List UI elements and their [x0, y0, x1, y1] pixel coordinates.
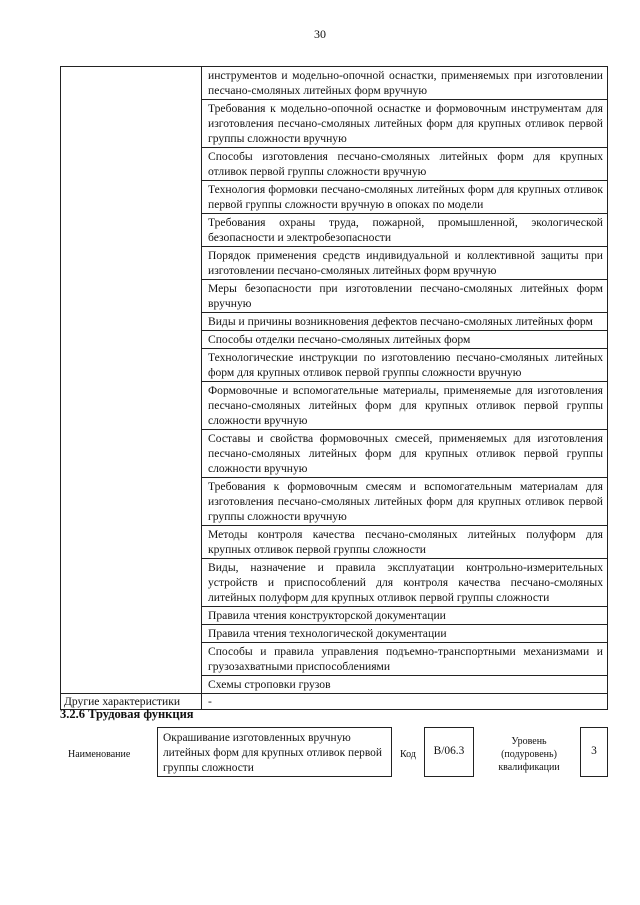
name-label: Наименование: [68, 749, 131, 760]
section-title: 3.2.6 Трудовая функция: [60, 707, 194, 721]
knowledge-item: Методы контроля качества песчано-смоляных литейных полуформ для крупных отливок первой группы сложности: [202, 526, 607, 559]
other-characteristics-value-cell: [202, 694, 608, 710]
code-value-box: B/06.3: [424, 727, 474, 777]
knowledge-item: Способы отделки песчано-смоляных литейных форм: [202, 331, 607, 349]
knowledge-item: инструментов и модельно-опочной оснастки, применяемых при изготовлении песчано-смоляных литейных форм вручную: [202, 67, 607, 100]
other-characteristics-value: -: [208, 695, 212, 708]
knowledge-item: Требования к формовочным смесям и вспомогательным материалам для изготовления песчано-смоляных литейных форм для крупных отливок первой группы сложности вручную: [202, 478, 607, 526]
code-label: Код: [400, 749, 416, 760]
qualification-level-value-box: 3: [580, 727, 608, 777]
knowledge-item: Схемы строповки грузов: [208, 678, 331, 691]
knowledge-item: Технология формовки песчано-смоляных литейных форм для крупных отливок первой группы сложности вручную в опоках по модели: [202, 181, 607, 214]
knowledge-item: Технологические инструкции по изготовлению песчано-смоляных литейных форм для крупных отливок первой группы сложности вручную: [202, 349, 607, 382]
page-number: 30: [314, 27, 326, 41]
knowledge-item: Виды и причины возникновения дефектов песчано-смоляных литейных форм: [202, 313, 607, 331]
other-characteristics-label: Другие характеристики: [64, 695, 181, 708]
knowledge-item: Составы и свойства формовочных смесей, применяемых для изготовления песчано-смоляных литейных форм для крупных отливок первой группы сложности вручную: [202, 430, 607, 478]
qualification-level-label: Уровень (подуровень) квалификации: [498, 736, 560, 773]
requirements-table: [60, 66, 608, 710]
knowledge-label-cell: [61, 67, 202, 694]
knowledge-item: Требования к модельно-опочной оснастке и формовочным инструментам для изготовления песчано-смоляных литейных форм для крупных отливок первой группы сложности вручную: [202, 100, 607, 148]
knowledge-items-cell: [202, 67, 608, 694]
knowledge-item: Требования охраны труда, пожарной, промышленной, экологической безопасности и электробезопасности: [202, 214, 607, 247]
knowledge-item: Правила чтения технологической документации: [202, 625, 607, 643]
name-value-box: Окрашивание изготовленных вручную литейных форм для крупных отливок первой группы сложности: [157, 727, 392, 777]
knowledge-item: Способы изготовления песчано-смоляных литейных форм для крупных отливок первой группы сложности вручную: [202, 148, 607, 181]
knowledge-item: Способы и правила управления подъемно-транспортными механизмами и грузозахватными приспособлениями: [202, 643, 607, 676]
knowledge-item: Порядок применения средств индивидуальной и коллективной защиты при изготовлении песчано-смоляных литейных форм вручную: [202, 247, 607, 280]
knowledge-item: Меры безопасности при изготовлении песчано-смоляных литейных форм вручную: [202, 280, 607, 313]
knowledge-item: Правила чтения конструкторской документации: [202, 607, 607, 625]
knowledge-item: Формовочные и вспомогательные материалы, применяемые для изготовления песчано-смоляных литейных форм для крупных отливок первой группы сложности вручную: [202, 382, 607, 430]
knowledge-item: Виды, назначение и правила эксплуатации контрольно-измерительных устройств и приспособлений для контроля качества песчано-смоляных литейных полуформ для крупных отливок первой группы сложности: [202, 559, 607, 607]
knowledge-row: [61, 67, 608, 694]
